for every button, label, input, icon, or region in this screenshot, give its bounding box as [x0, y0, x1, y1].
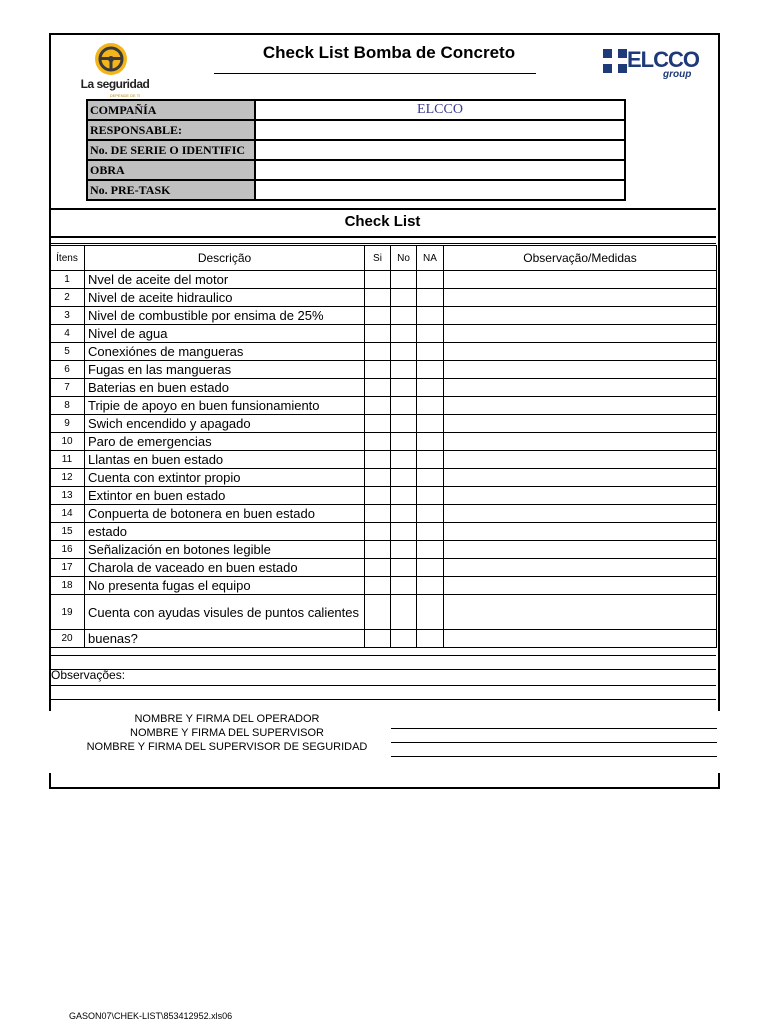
na-checkbox-cell[interactable]: [417, 433, 444, 451]
na-checkbox-cell[interactable]: [417, 541, 444, 559]
si-checkbox-cell[interactable]: [365, 595, 391, 630]
item-description: Swich encendido y apagado: [85, 415, 365, 433]
no-checkbox-cell[interactable]: [391, 469, 417, 487]
observation-cell[interactable]: [444, 343, 717, 361]
no-checkbox-cell[interactable]: [391, 379, 417, 397]
table-row: [50, 271, 717, 289]
no-checkbox-cell[interactable]: [391, 487, 417, 505]
checklist-table: [49, 245, 717, 648]
na-checkbox-cell[interactable]: [417, 289, 444, 307]
item-number: 16: [50, 541, 85, 559]
col-header-observations: Observação/Medidas: [444, 246, 717, 271]
na-checkbox-cell[interactable]: [417, 559, 444, 577]
divider-line: [49, 669, 716, 670]
observation-cell[interactable]: [444, 271, 717, 289]
na-checkbox-cell[interactable]: [417, 343, 444, 361]
observations-line[interactable]: [49, 685, 716, 686]
item-description: Nvel de aceite del motor: [85, 271, 365, 289]
observation-cell[interactable]: [444, 541, 717, 559]
col-header-na: NA: [417, 246, 444, 271]
na-checkbox-cell[interactable]: [417, 577, 444, 595]
observation-cell[interactable]: [444, 523, 717, 541]
item-number: 7: [50, 379, 85, 397]
no-checkbox-cell[interactable]: [391, 325, 417, 343]
no-checkbox-cell[interactable]: [391, 271, 417, 289]
signature-line-supervisor[interactable]: [391, 742, 717, 743]
item-description: Fugas en las mangueras: [85, 361, 365, 379]
logo-left-subtext: DEPENDE DE TI: [109, 93, 141, 98]
item-description: Nivel de combustible por ensima de 25%: [85, 307, 365, 325]
item-number: 18: [50, 577, 85, 595]
si-checkbox-cell[interactable]: [365, 397, 391, 415]
no-checkbox-cell[interactable]: [391, 595, 417, 630]
na-checkbox-cell[interactable]: [417, 451, 444, 469]
item-number: 19: [50, 595, 85, 630]
item-number: 1: [50, 271, 85, 289]
checklist-title: Check List: [344, 213, 421, 230]
no-checkbox-cell[interactable]: [391, 415, 417, 433]
observation-cell[interactable]: [444, 595, 717, 630]
signature-line-safety-supervisor[interactable]: [391, 756, 717, 757]
info-value[interactable]: [255, 140, 625, 160]
no-checkbox-cell[interactable]: [391, 451, 417, 469]
table-row: [50, 469, 717, 487]
no-checkbox-cell[interactable]: [391, 307, 417, 325]
na-checkbox-cell[interactable]: [417, 523, 444, 541]
item-number: 13: [50, 487, 85, 505]
item-number: 17: [50, 559, 85, 577]
item-number: 10: [50, 433, 85, 451]
item-description: Señalización en botones legible: [85, 541, 365, 559]
section-divider: [49, 236, 716, 238]
logo-left-text: La seguridad: [80, 77, 150, 91]
la-seguridad-logo: [75, 41, 155, 99]
divider-line: [49, 243, 716, 244]
no-checkbox-cell[interactable]: [391, 505, 417, 523]
info-label: No. PRE-TASK: [87, 180, 255, 200]
observation-cell[interactable]: [444, 433, 717, 451]
item-number: 5: [50, 343, 85, 361]
file-path-footer: GASON07\CHEK-LIST\853412952.xls06: [69, 1011, 233, 1021]
si-checkbox-cell[interactable]: [365, 343, 391, 361]
steering-wheel-icon: [75, 41, 155, 81]
item-description: Nivel de aceite hidraulico: [85, 289, 365, 307]
observations-line[interactable]: [49, 699, 716, 700]
observation-cell[interactable]: [444, 559, 717, 577]
form-border-bottom: [49, 773, 720, 789]
observation-cell[interactable]: [444, 325, 717, 343]
table-row: [50, 289, 717, 307]
na-checkbox-cell[interactable]: [417, 487, 444, 505]
info-label: COMPAÑÍA: [87, 100, 255, 120]
info-label: OBRA: [87, 160, 255, 180]
si-checkbox-cell[interactable]: [365, 415, 391, 433]
table-row: [50, 523, 717, 541]
observation-cell[interactable]: [444, 307, 717, 325]
signature-line-operator[interactable]: [391, 728, 717, 729]
elcco-logo-text: ELCCO: [627, 47, 699, 72]
info-label: RESPONSABLE:: [87, 120, 255, 140]
item-number: 8: [50, 397, 85, 415]
si-checkbox-cell[interactable]: [365, 325, 391, 343]
no-checkbox-cell[interactable]: [391, 577, 417, 595]
si-checkbox-cell[interactable]: [365, 433, 391, 451]
item-description: Cuenta con extintor propio: [85, 469, 365, 487]
item-description: Tripie de apoyo en buen funsionamiento: [85, 397, 365, 415]
si-checkbox-cell[interactable]: [365, 523, 391, 541]
observation-cell[interactable]: [444, 487, 717, 505]
table-row: [50, 487, 717, 505]
item-description: buenas?: [85, 630, 365, 648]
item-number: 11: [50, 451, 85, 469]
item-number: 6: [50, 361, 85, 379]
info-value[interactable]: [255, 120, 625, 140]
observation-cell[interactable]: [444, 361, 717, 379]
no-checkbox-cell[interactable]: [391, 289, 417, 307]
si-checkbox-cell[interactable]: [365, 271, 391, 289]
info-table: [86, 99, 626, 201]
info-value[interactable]: [255, 160, 625, 180]
col-header-items: Ítens: [50, 246, 85, 271]
si-checkbox-cell[interactable]: [365, 559, 391, 577]
no-checkbox-cell[interactable]: [391, 343, 417, 361]
table-row: [50, 325, 717, 343]
elcco-logo-subtext: group: [663, 69, 692, 80]
na-checkbox-cell[interactable]: [417, 325, 444, 343]
info-label: No. DE SERIE O IDENTIFIC: [87, 140, 255, 160]
item-number: 2: [50, 289, 85, 307]
na-checkbox-cell[interactable]: [417, 505, 444, 523]
table-row: [50, 541, 717, 559]
info-value[interactable]: [255, 180, 625, 200]
si-checkbox-cell[interactable]: [365, 577, 391, 595]
item-number: 20: [50, 630, 85, 648]
na-checkbox-cell[interactable]: [417, 415, 444, 433]
observation-cell[interactable]: [444, 577, 717, 595]
item-number: 12: [50, 469, 85, 487]
na-checkbox-cell[interactable]: [417, 397, 444, 415]
observation-cell[interactable]: [444, 505, 717, 523]
item-description: Conexiónes de mangueras: [85, 343, 365, 361]
page-title: Check List Bomba de Concreto: [262, 43, 516, 62]
item-number: 14: [50, 505, 85, 523]
observation-cell[interactable]: [444, 379, 717, 397]
item-description: No presenta fugas el equipo: [85, 577, 365, 595]
si-checkbox-cell[interactable]: [365, 361, 391, 379]
no-checkbox-cell[interactable]: [391, 397, 417, 415]
info-row: [87, 180, 625, 200]
table-row: [50, 397, 717, 415]
observation-cell[interactable]: [444, 630, 717, 648]
si-checkbox-cell[interactable]: [365, 451, 391, 469]
na-checkbox-cell[interactable]: [417, 630, 444, 648]
item-description: Cuenta con ayudas visules de puntos calientes: [85, 595, 365, 630]
no-checkbox-cell[interactable]: [391, 630, 417, 648]
si-checkbox-cell[interactable]: [365, 307, 391, 325]
item-number: 9: [50, 415, 85, 433]
no-checkbox-cell[interactable]: [391, 559, 417, 577]
signature-label-operator: NOMBRE Y FIRMA DEL OPERADOR: [134, 713, 320, 725]
table-row: [50, 595, 717, 630]
signature-label-supervisor: NOMBRE Y FIRMA DEL SUPERVISOR: [130, 727, 324, 739]
no-checkbox-cell[interactable]: [391, 361, 417, 379]
section-divider: [49, 208, 716, 210]
item-description: estado: [85, 523, 365, 541]
observations-label: Observações:: [51, 668, 126, 682]
observation-cell[interactable]: [444, 397, 717, 415]
table-row: [50, 577, 717, 595]
table-row: [50, 451, 717, 469]
na-checkbox-cell[interactable]: [417, 379, 444, 397]
item-description: Conpuerta de botonera en buen estado: [85, 505, 365, 523]
table-row: [50, 505, 717, 523]
si-checkbox-cell[interactable]: [365, 505, 391, 523]
info-row: [87, 140, 625, 160]
table-row: [50, 343, 717, 361]
item-number: 15: [50, 523, 85, 541]
observation-cell[interactable]: [444, 469, 717, 487]
si-checkbox-cell[interactable]: [365, 541, 391, 559]
item-number: 3: [50, 307, 85, 325]
elcco-mark-icon: [603, 49, 627, 73]
col-header-no: No: [391, 246, 417, 271]
info-row: [87, 160, 625, 180]
no-checkbox-cell[interactable]: [391, 433, 417, 451]
table-row: [50, 361, 717, 379]
item-number: 4: [50, 325, 85, 343]
checklist-form: [49, 33, 718, 789]
si-checkbox-cell[interactable]: [365, 469, 391, 487]
si-checkbox-cell[interactable]: [365, 289, 391, 307]
col-header-description: Descrição: [85, 246, 365, 271]
no-checkbox-cell[interactable]: [391, 541, 417, 559]
observation-cell[interactable]: [444, 415, 717, 433]
si-checkbox-cell[interactable]: [365, 487, 391, 505]
table-row: [50, 379, 717, 397]
table-row: [50, 415, 717, 433]
item-description: Baterias en buen estado: [85, 379, 365, 397]
title-underline: [214, 73, 536, 74]
info-row: [87, 100, 625, 120]
na-checkbox-cell[interactable]: [417, 361, 444, 379]
signature-label-safety-supervisor: NOMBRE Y FIRMA DEL SUPERVISOR DE SEGURIDAD: [86, 741, 368, 753]
table-row: [50, 307, 717, 325]
item-description: Nivel de agua: [85, 325, 365, 343]
divider-line: [49, 655, 716, 656]
na-checkbox-cell[interactable]: [417, 271, 444, 289]
table-row: [50, 630, 717, 648]
info-row: [87, 120, 625, 140]
table-header-row: [50, 246, 717, 271]
elcco-logo: [603, 47, 703, 87]
col-header-si: Si: [365, 246, 391, 271]
observation-cell[interactable]: [444, 451, 717, 469]
na-checkbox-cell[interactable]: [417, 307, 444, 325]
item-description: Extintor en buen estado: [85, 487, 365, 505]
si-checkbox-cell[interactable]: [365, 379, 391, 397]
item-description: Paro de emergencias: [85, 433, 365, 451]
na-checkbox-cell[interactable]: [417, 595, 444, 630]
info-value[interactable]: ELCCO: [255, 100, 625, 120]
no-checkbox-cell[interactable]: [391, 523, 417, 541]
table-row: [50, 433, 717, 451]
observation-cell[interactable]: [444, 289, 717, 307]
si-checkbox-cell[interactable]: [365, 630, 391, 648]
item-description: Llantas en buen estado: [85, 451, 365, 469]
item-description: Charola de vaceado en buen estado: [85, 559, 365, 577]
table-row: [50, 559, 717, 577]
na-checkbox-cell[interactable]: [417, 469, 444, 487]
